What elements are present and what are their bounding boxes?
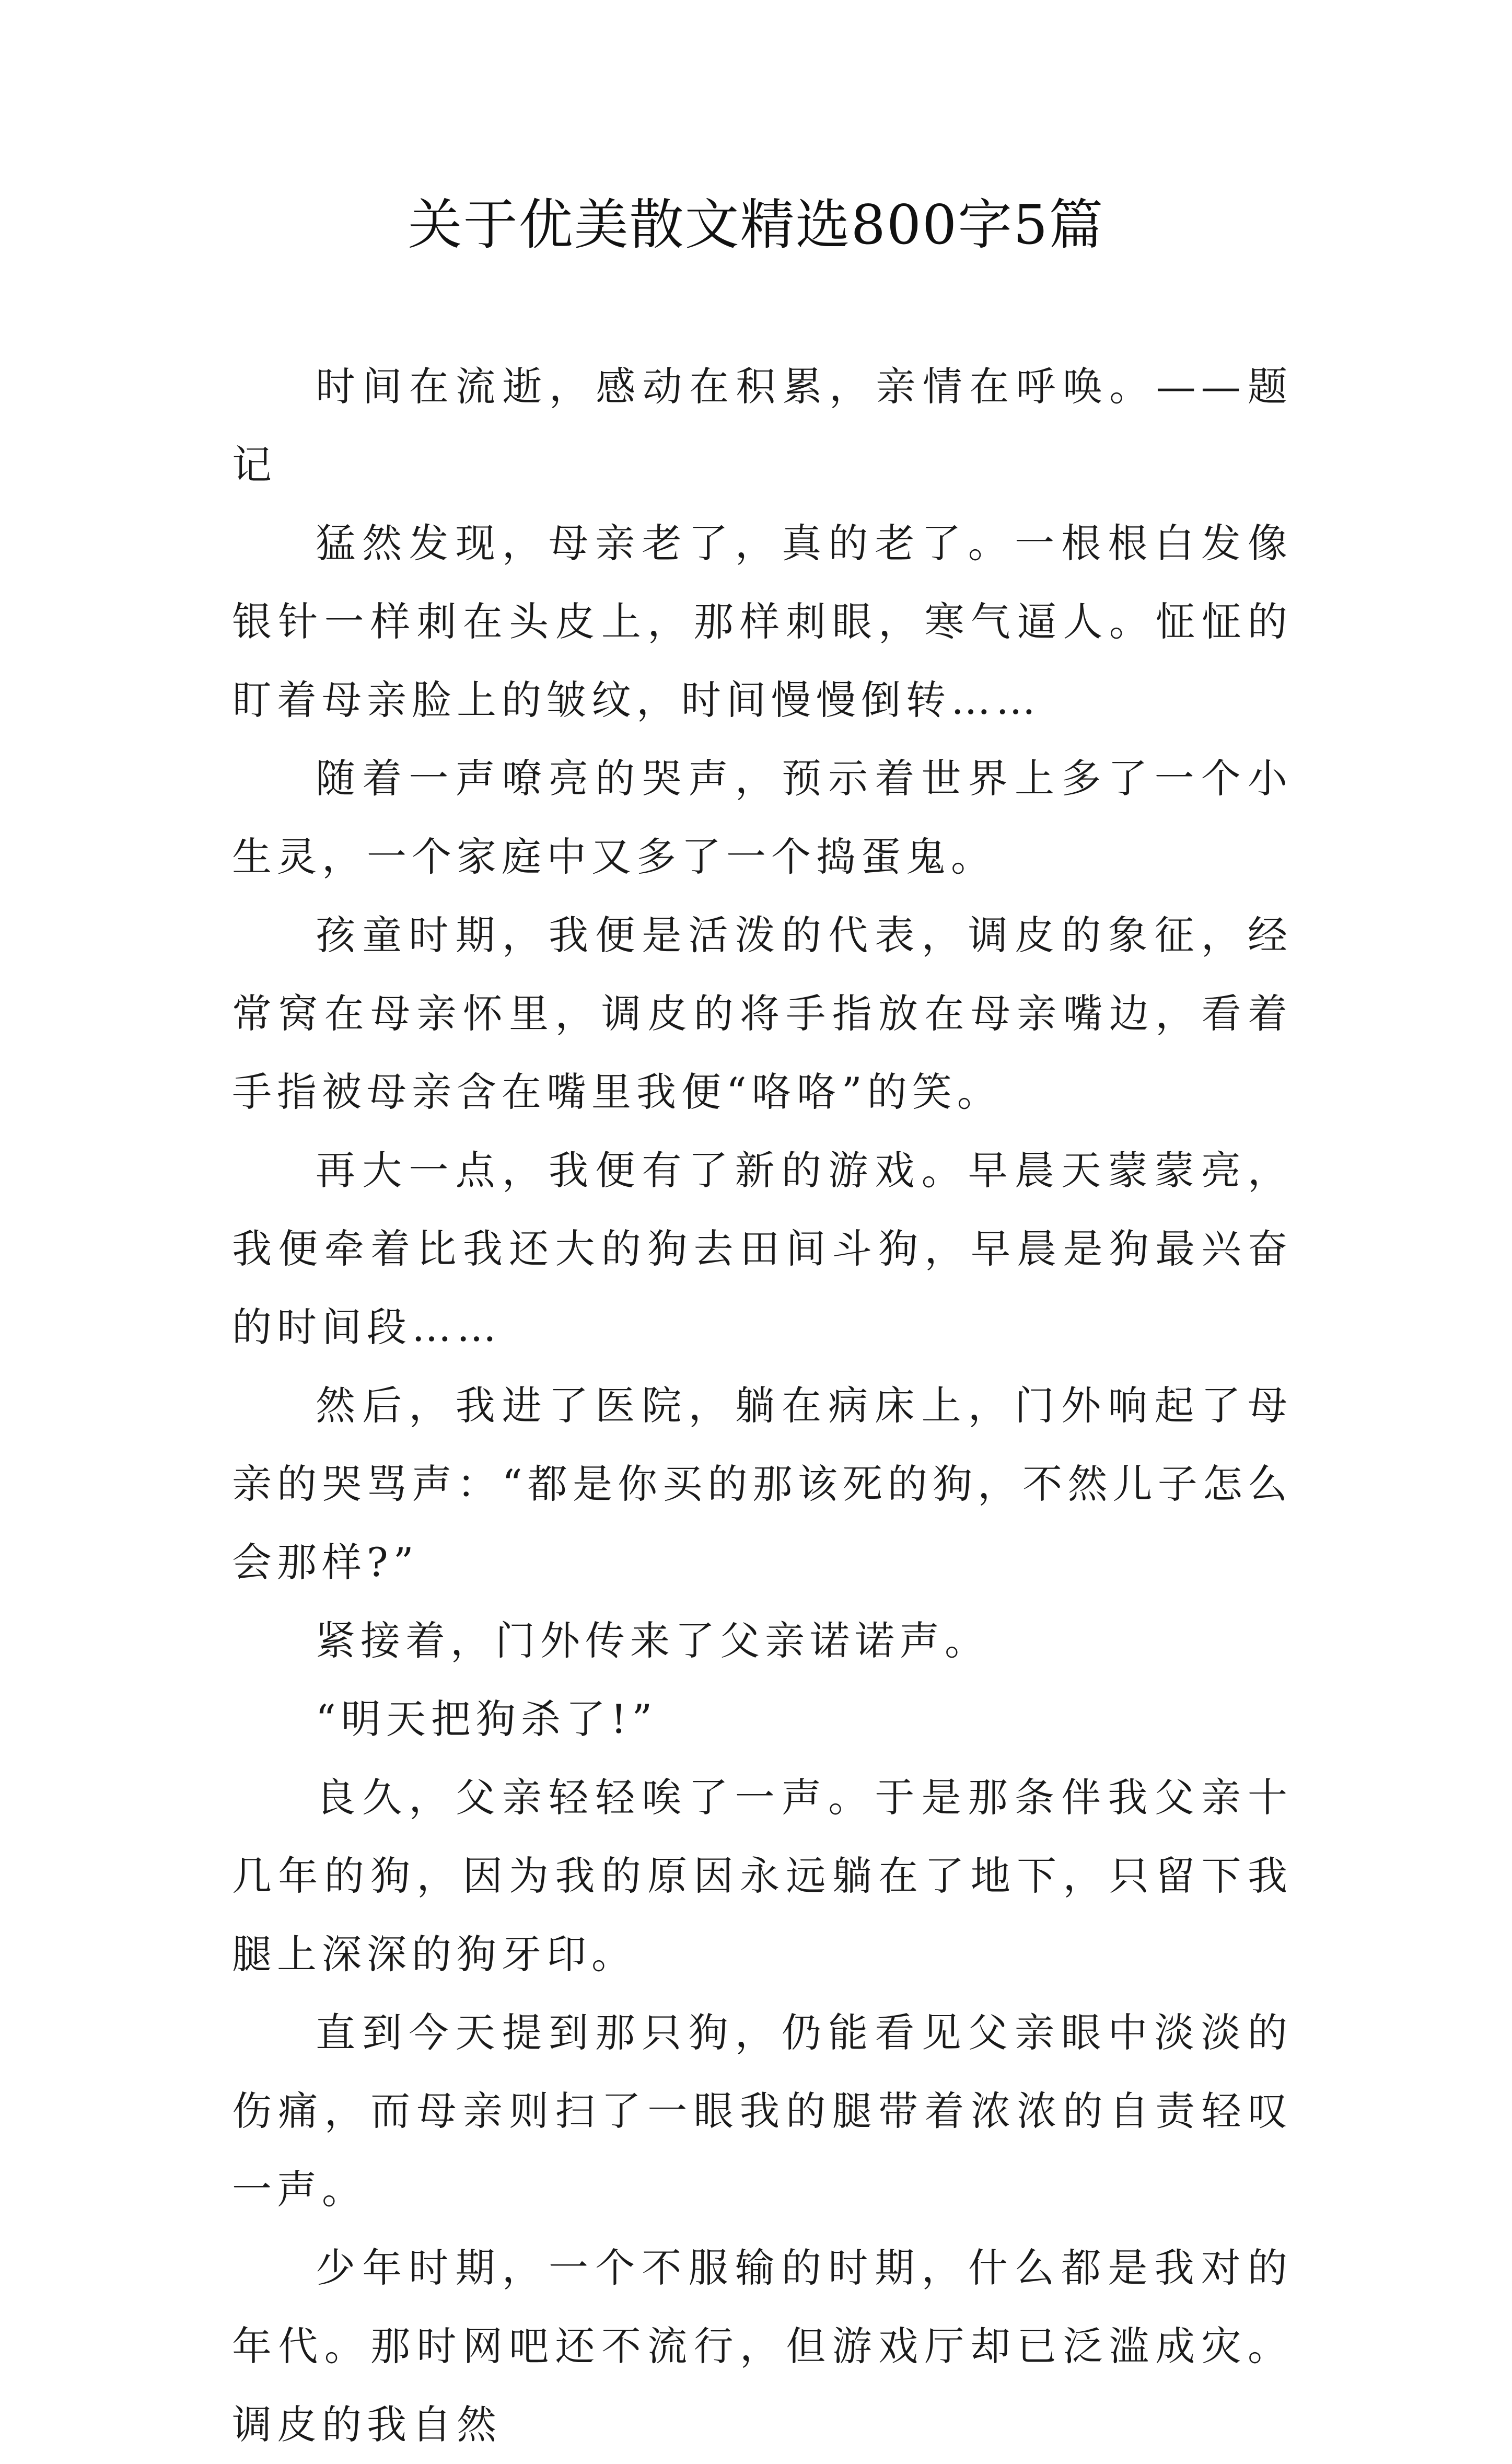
paragraph-epigraph: 时间在流逝，感动在积累，亲情在呼唤。——题记 [232, 363, 1293, 488]
document-title: 关于优美散文精选800字5篇 [408, 193, 1104, 257]
paragraph: 紧接着，门外传来了父亲诺诺声。 [316, 1617, 990, 1664]
paragraph: 猛然发现，母亲老了，真的老了。一根根白发像银针一样刺在头皮上，那样刺眼，寒气逼人。怔怔的盯着母亲脸上的皱纹，时间慢慢倒转…… [232, 520, 1293, 723]
paragraph: 随着一声嘹亮的哭声，预示着世界上多了一个小生灵，一个家庭中又多了一个捣蛋鬼。 [232, 755, 1293, 880]
paragraph: “明天把狗杀了!” [316, 1696, 658, 1742]
document-body [232, 348, 1293, 2464]
paragraph: 然后，我进了医院，躺在病床上，门外响起了母亲的哭骂声：“都是你买的那该死的狗，不然儿子怎么会那样?” [232, 1382, 1293, 1586]
paragraph: 孩童时期，我便是活泼的代表，调皮的象征，经常窝在母亲怀里，调皮的将手指放在母亲嘴边，看着手指被母亲含在嘴里我便“咯咯”的笑。 [232, 912, 1293, 1115]
paragraph: 再大一点，我便有了新的游戏。早晨天蒙蒙亮，我便牵着比我还大的狗去田间斗狗，早晨是狗最兴奋的时间段…… [232, 1147, 1293, 1350]
paragraph: 良久，父亲轻轻唉了一声。于是那条伴我父亲十几年的狗，因为我的原因永远躺在了地下，只留下我腿上深深的狗牙印。 [232, 1774, 1293, 1977]
paragraph: 少年时期，一个不服输的时期，什么都是我对的年代。那时网吧还不流行，但游戏厅却已泛滥成灾。调皮的我自然 [232, 2245, 1293, 2448]
paragraph: 直到今天提到那只狗，仍能看见父亲眼中淡淡的伤痛，而母亲则扫了一眼我的腿带着浓浓的自责轻叹一声。 [232, 2009, 1293, 2213]
